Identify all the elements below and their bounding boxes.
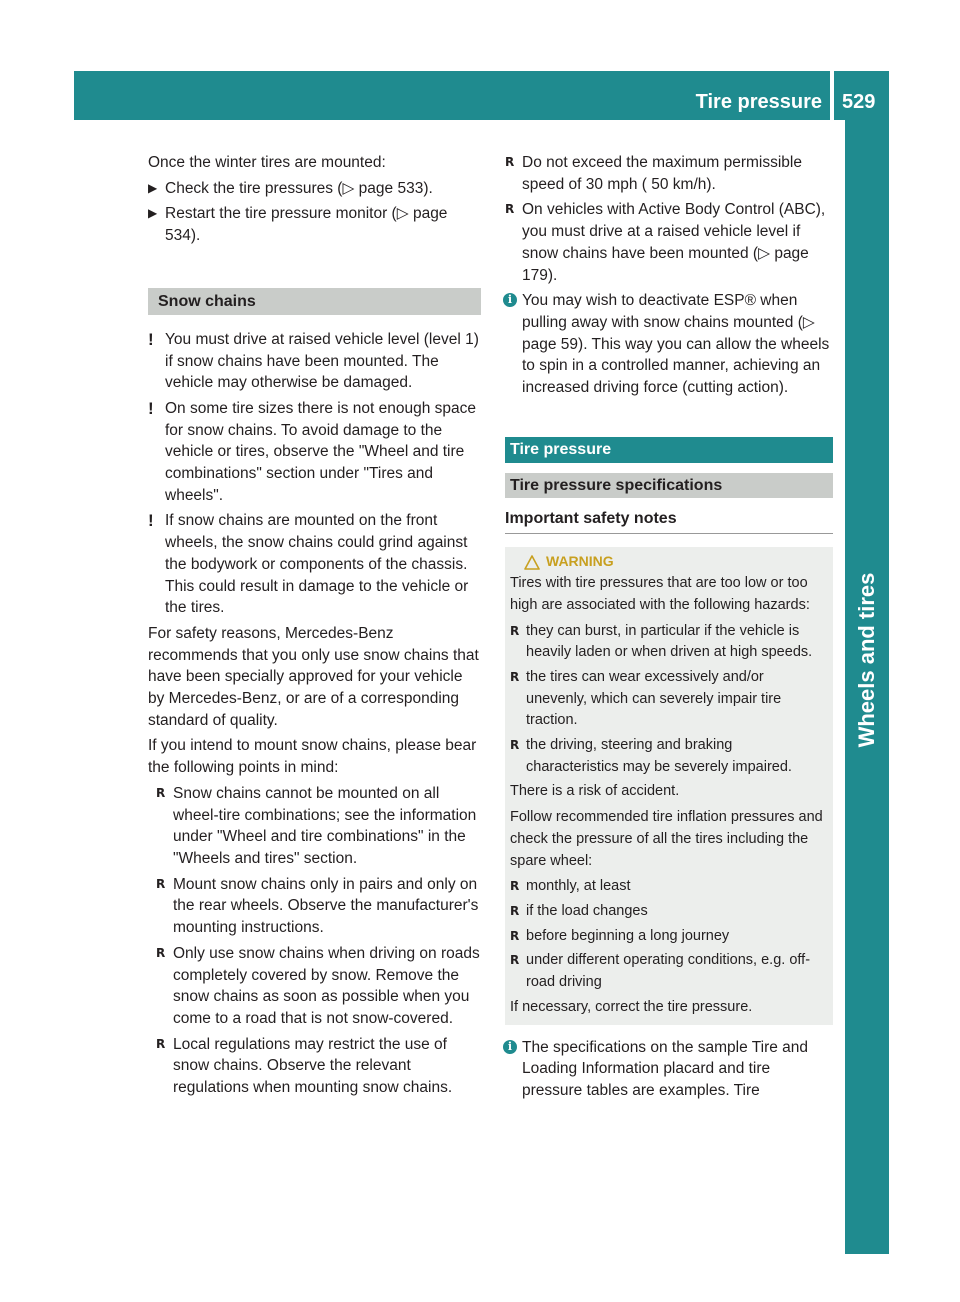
header-divider — [830, 71, 834, 120]
right-column — [505, 152, 833, 1106]
check-item — [510, 876, 828, 898]
list-item — [505, 199, 833, 286]
info-text: You may wish to deactivate ESP® when pulling away with snow chains mounted (▷ page 59). This way you can allow the wheels to spin in a controlled manner, achieving an increased driving force (cutting action). — [522, 292, 830, 397]
bullet-r-icon: R — [505, 155, 515, 169]
list-item — [156, 943, 481, 1030]
note-text: On some tire sizes there is not enough space for snow chains. To avoid damage to the vehicle or tires, observe the "Wheel and tire combinations" section under "Tires and wheels". — [165, 399, 477, 504]
bullet-r-icon: R — [510, 669, 520, 684]
note-item — [148, 329, 481, 394]
bullet-r-icon: R — [510, 738, 520, 753]
info-icon: i — [503, 293, 517, 307]
bullet-r-icon: R — [510, 623, 520, 638]
left-column — [148, 152, 481, 1103]
exclamation-icon: ! — [148, 329, 154, 349]
check-text: if the load changes — [526, 902, 648, 919]
warning-triangle-icon — [524, 555, 540, 570]
list-item-text: Mount snow chains only in pairs and only on the rear wheels. Observe the manufacturer's mounting instructions. — [173, 875, 479, 937]
warning-follow: Follow recommended tire inflation pressures and check the pressure of all the tires including the spare wheel: — [510, 809, 823, 869]
step-text: Restart the tire pressure monitor (▷ page 534). — [165, 205, 448, 245]
bullet-r-icon: R — [156, 945, 166, 960]
list-item — [505, 152, 833, 195]
section-heading: Tire pressure — [505, 437, 833, 463]
intro-text: Once the winter tires are mounted: — [148, 154, 386, 171]
hazard-item — [510, 667, 828, 732]
check-text: before beginning a long journey — [526, 927, 730, 944]
warning-risk: There is a risk of accident. — [510, 783, 680, 800]
page-title: Tire pressure — [695, 91, 822, 113]
bullet-r-icon: R — [510, 879, 520, 894]
warning-correct: If necessary, correct the tire pressure. — [510, 998, 753, 1015]
check-item — [510, 950, 828, 993]
bullet-r-icon: R — [156, 785, 166, 800]
warning-intro: Tires with tire pressures that are too low or too high are associated with the following hazards: — [510, 575, 810, 613]
bullet-r-icon: R — [505, 202, 515, 217]
hazard-text: the tires can wear excessively and/or unevenly, which can severely impair tire traction. — [526, 668, 782, 729]
check-item — [510, 901, 828, 923]
bullet-r-icon: R — [510, 903, 520, 918]
bullet-r-icon: R — [156, 876, 166, 891]
list-item-text: Only use snow chains when driving on roads completely covered by snow. Remove the snow chains as soon as possible when you come to a road that is not snow-covered. — [173, 944, 480, 1027]
list-item — [156, 1034, 481, 1099]
note-item — [148, 398, 481, 507]
exclamation-icon: ! — [148, 511, 154, 531]
snow-chains-heading: Snow chains — [148, 288, 481, 315]
bullet-r-icon: R — [510, 953, 520, 968]
step-text: Check the tire pressures (▷ page 533). — [165, 179, 433, 197]
paragraph: For safety reasons, Mercedes-Benz recommends that you only use snow chains that have been specially approved for your vehicle by Mercedes-Benz, or are of a corresponding standard of quality. — [148, 624, 479, 729]
info-note — [505, 290, 833, 399]
subsection-heading: Tire pressure specifications — [505, 473, 833, 498]
hazard-text: they can burst, in particular if the vehicle is heavily laden or when driven at high speeds. — [526, 622, 813, 661]
note-text: You must drive at raised vehicle level (level 1) if snow chains have been mounted. The vehicle may otherwise be damaged. — [165, 330, 479, 392]
warning-box — [505, 547, 833, 1024]
list-item — [156, 783, 481, 870]
safety-heading: Important safety notes — [505, 508, 833, 535]
side-tab-marker — [845, 1208, 889, 1254]
warning-header — [510, 551, 828, 573]
step-item — [148, 203, 481, 246]
hazard-item — [510, 621, 828, 664]
step-item — [148, 178, 481, 200]
info-note — [505, 1037, 833, 1102]
side-tab-label: Wheels and tires — [854, 572, 879, 748]
check-item — [510, 926, 828, 948]
list-item — [156, 874, 481, 939]
note-item — [148, 510, 481, 619]
check-text: monthly, at least — [526, 878, 631, 895]
info-icon: i — [503, 1040, 517, 1054]
bullet-r-icon: R — [156, 1036, 166, 1051]
list-item-text: Local regulations may restrict the use of snow chains. Observe the relevant regulations when mounting snow chains. — [173, 1035, 453, 1097]
note-text: If snow chains are mounted on the front wheels, the snow chains could grind against the bodywork or components of the chassis. This could result in damage to the vehicle or the tires. — [165, 512, 469, 617]
info-text: The specifications on the sample Tire and Loading Information placard and tire pressure tables are examples. Tire — [522, 1038, 809, 1099]
list-item-text: Snow chains cannot be mounted on all wheel-tire combinations; see the information under "Wheel and tire combinations" in the "Wheels and tires" section. — [173, 784, 477, 867]
hazard-text: the driving, steering and braking characteristics may be severely impaired. — [526, 737, 792, 775]
arrow-right-icon: ▶ — [148, 180, 158, 195]
list-item-text: On vehicles with Active Body Control (ABC), you must drive at a raised vehicle level if snow chains have been mounted (▷ page 179). — [522, 201, 826, 284]
arrow-right-icon: ▶ — [148, 206, 158, 221]
exclamation-icon: ! — [148, 398, 154, 418]
warning-title: WARNING — [546, 553, 614, 570]
bullet-r-icon: R — [510, 928, 520, 943]
page-number: 529 — [842, 91, 876, 113]
list-item-text: Do not exceed the maximum permissible speed of 30 mph ( 50 km/h). — [522, 154, 802, 193]
paragraph: If you intend to mount snow chains, please bear the following points in mind: — [148, 737, 477, 777]
hazard-item — [510, 735, 828, 778]
check-text: under different operating conditions, e.g. off-road driving — [526, 952, 811, 991]
